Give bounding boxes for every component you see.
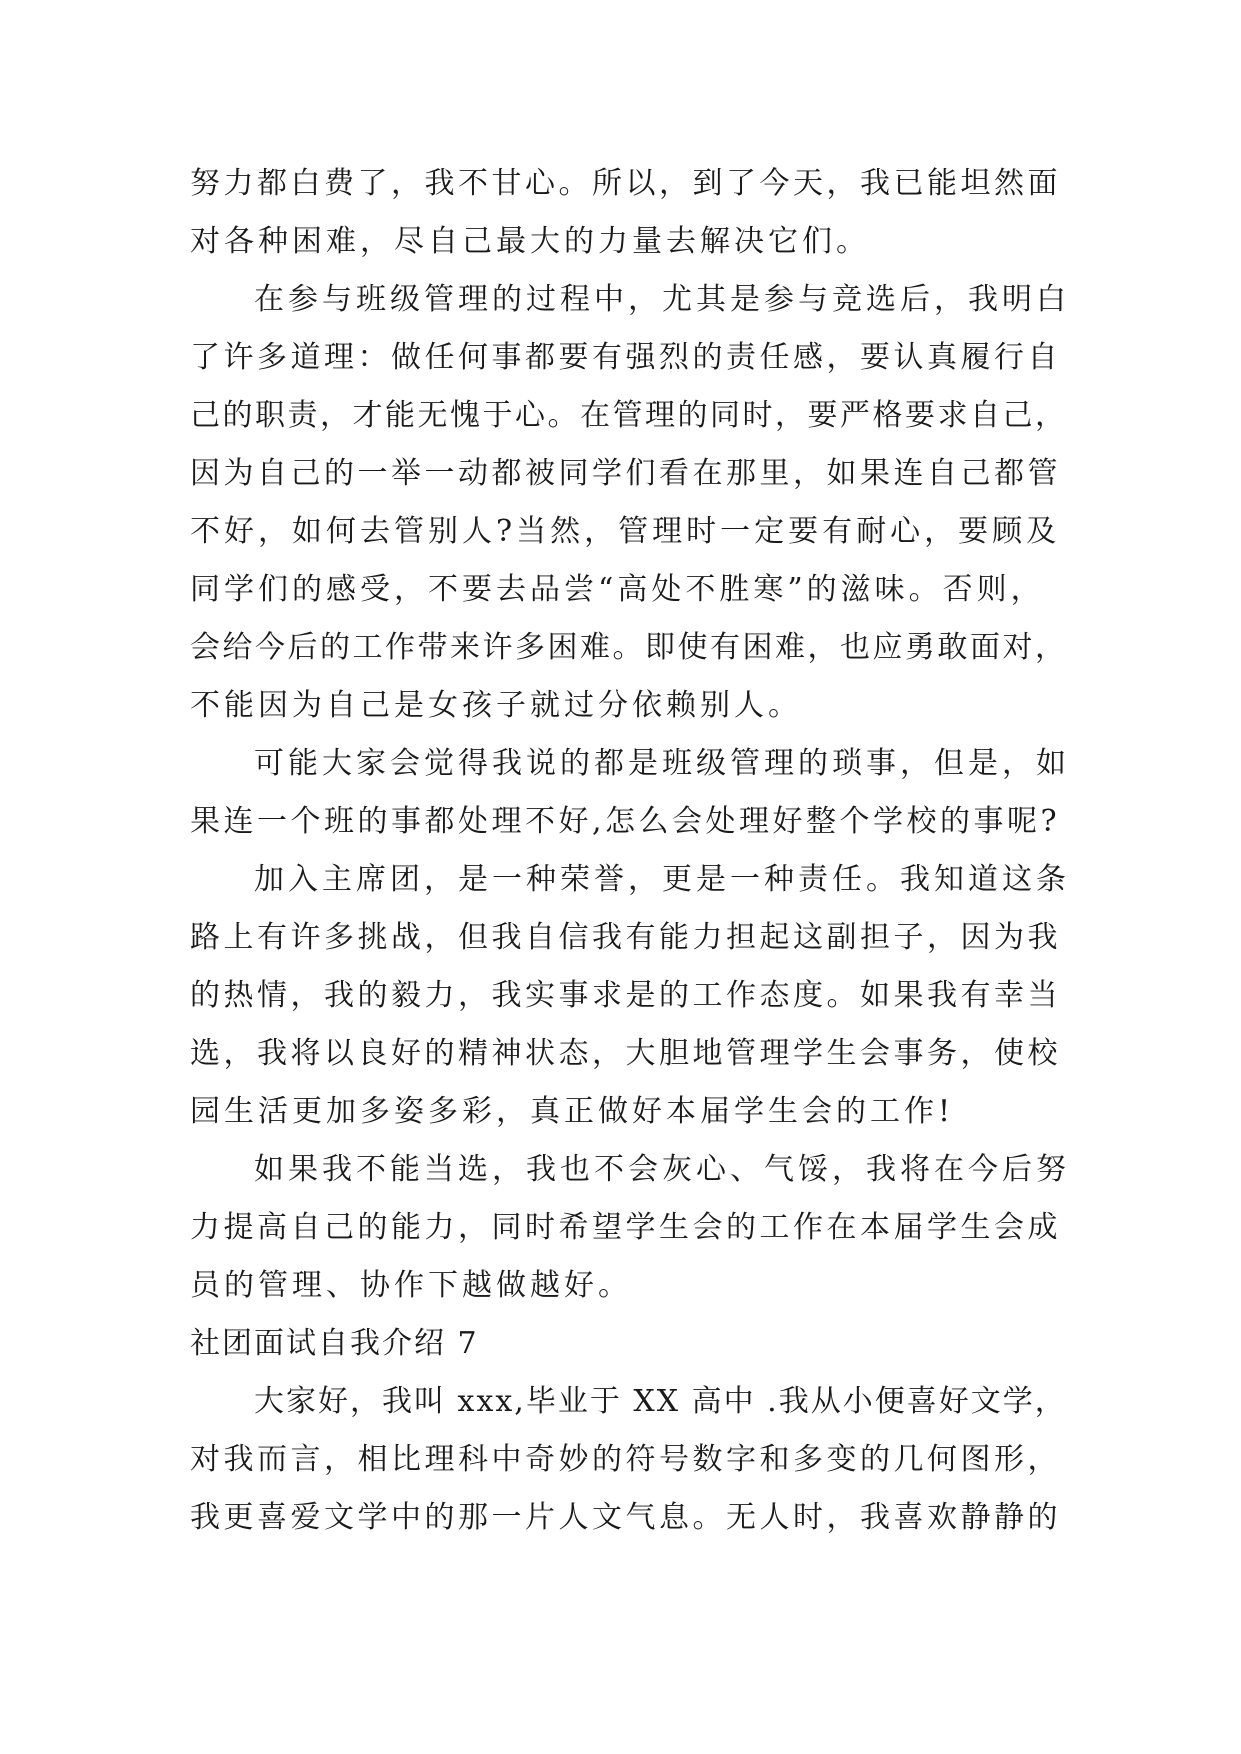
text-line: 己的职责，才能无愧于心。在管理的同时，要严格要求自己， [190, 398, 1068, 433]
text-line: 在参与班级管理的过程中，尤其是参与竞选后，我明白 [254, 282, 1070, 317]
text-line: 不好，如何去管别人?当然，管理时一定要有耐心，要顾及 [190, 514, 1061, 549]
text-line: 园生活更加多姿多彩，真正做好本届学生会的工作! [190, 1094, 955, 1129]
text-line: 不能因为自己是女孩子就过分依赖别人。 [190, 688, 802, 723]
text-line: 了许多道理：做任何事都要有强烈的责任感，要认真履行自 [190, 340, 1061, 375]
text-line: 如果我不能当选，我也不会灰心、气馁，我将在今后努 [254, 1152, 1070, 1187]
text-line: 大家好，我叫 xxx,毕业于 XX 高中 .我从小便喜好文学， [254, 1384, 1067, 1419]
text-line: 选，我将以良好的精神状态，大胆地管理学生会事务，使校 [190, 1036, 1061, 1071]
text-line: 同学们的感受，不要去品尝“高处不胜寒”的滋味。否则， [190, 572, 1045, 607]
text-line: 可能大家会觉得我说的都是班级管理的琐事，但是，如 [254, 746, 1070, 781]
text-line: 的热情，我的毅力，我实事求是的工作态度。如果我有幸当 [190, 978, 1061, 1013]
text-line: 力提高自己的能力，同时希望学生会的工作在本届学生会成 [190, 1210, 1061, 1245]
text-line: 因为自己的一举一动都被同学们看在那里，如果连自己都管 [190, 456, 1061, 491]
text-line: 对各种困难，尽自己最大的力量去解决它们。 [190, 224, 870, 259]
text-line: 果连一个班的事都处理不好,怎么会处理好整个学校的事呢? [190, 804, 1061, 839]
text-line: 员的管理、协作下越做越好。 [190, 1268, 632, 1303]
document-body [190, 155, 1070, 1547]
section-heading: 社团面试自我介绍 7 [190, 1326, 479, 1361]
text-line: 努力都白费了，我不甘心。所以，到了今天，我已能坦然面 [190, 166, 1061, 201]
text-line: 会给今后的工作带来许多困难。即使有困难，也应勇敢面对， [190, 630, 1068, 665]
text-line: 路上有许多挑战，但我自信我有能力担起这副担子，因为我 [190, 920, 1061, 955]
text-line: 加入主席团，是一种荣誉，更是一种责任。我知道这条 [254, 862, 1070, 897]
text-line: 对我而言，相比理科中奇妙的符号数字和多变的几何图形， [190, 1442, 1061, 1477]
text-line: 我更喜爱文学中的那一片人文气息。无人时，我喜欢静静的 [190, 1500, 1061, 1535]
